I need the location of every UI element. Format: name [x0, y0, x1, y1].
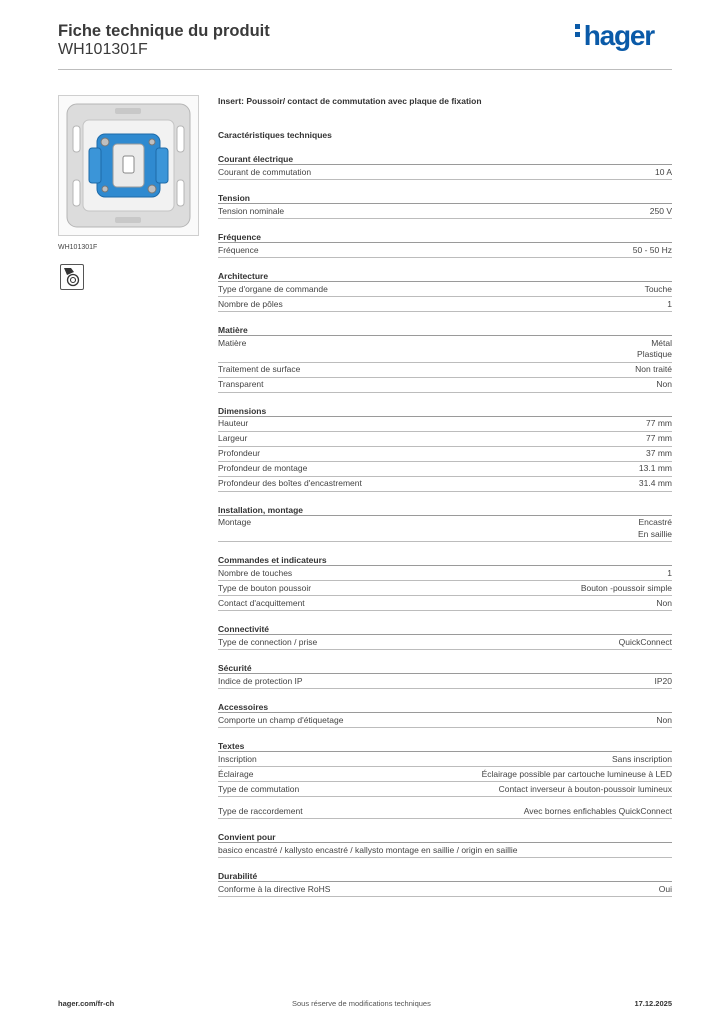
spec-row	[218, 243, 672, 258]
spec-label: Profondeur	[218, 448, 261, 458]
spec-value	[619, 637, 672, 649]
spec-value	[646, 448, 672, 460]
spec-row	[218, 282, 672, 297]
spec-label: Type de commutation	[218, 783, 300, 794]
spec-value	[581, 583, 672, 595]
section-title: Convient pour	[218, 832, 672, 843]
page-title: Fiche technique du produit	[58, 22, 270, 40]
spec-section	[218, 663, 672, 689]
product-description: Insert: Poussoir/ contact de commutation avec plaque de fixation	[218, 96, 482, 106]
spec-section	[218, 741, 672, 819]
spec-section	[218, 624, 672, 650]
section-title: Commandes et indicateurs	[218, 555, 672, 566]
spec-value	[646, 418, 672, 430]
section-title: Fréquence	[218, 232, 672, 243]
spec-row	[218, 843, 672, 858]
spec-value	[655, 167, 672, 179]
product-image	[58, 95, 199, 236]
spec-label: Matière	[218, 337, 247, 348]
spec-label: Transparent	[218, 379, 264, 389]
section-title: Architecture	[218, 271, 672, 282]
spec-label: Nombre de pôles	[218, 298, 283, 309]
tech-specs-title: Caractéristiques techniques	[218, 130, 332, 140]
spec-sections	[218, 154, 672, 897]
footer-date: 17.12.2025	[634, 999, 672, 1008]
spec-value	[645, 284, 672, 296]
footer-disclaimer: Sous réserve de modifications techniques	[292, 999, 431, 1008]
spec-section	[218, 871, 672, 897]
spec-value-line: Avec bornes enfichables QuickConnect	[523, 805, 672, 816]
spec-value-line: 250 V	[649, 205, 672, 216]
spec-value-line: 10 A	[654, 166, 672, 177]
image-caption: WH101301F	[58, 244, 98, 251]
spec-value	[639, 478, 672, 490]
spec-value-line: Non	[656, 379, 672, 389]
spec-row	[218, 462, 672, 477]
spec-value-line: 77 mm	[646, 433, 672, 443]
spec-label: Comporte un champ d'étiquetage	[218, 714, 344, 725]
spec-row	[218, 417, 672, 432]
spec-value-line: Non	[656, 597, 672, 608]
spec-value-line: 31.4 mm	[638, 478, 672, 488]
spec-label: Type de raccordement	[218, 805, 303, 816]
spec-section	[218, 271, 672, 312]
logo-text: hager	[583, 20, 654, 51]
spec-value-line: 1	[667, 567, 672, 578]
page-footer	[58, 999, 672, 1013]
spec-value	[499, 784, 672, 796]
spec-row	[218, 767, 672, 782]
spec-label: Traitement de surface	[218, 364, 301, 374]
spec-label: Contact d'acquittement	[218, 597, 305, 608]
spec-row	[218, 165, 672, 180]
spec-value	[638, 517, 672, 540]
spec-row	[218, 204, 672, 219]
spec-section	[218, 555, 672, 611]
spec-value	[656, 598, 672, 610]
spec-label: Hauteur	[218, 418, 249, 428]
spec-value-line: 77 mm	[646, 418, 672, 428]
spec-row	[218, 432, 672, 447]
spec-label: Profondeur des boîtes d'encastrement	[218, 478, 362, 488]
spec-label: Éclairage	[218, 768, 254, 779]
spec-value-line: Encastré	[638, 517, 672, 527]
spec-row	[218, 336, 672, 363]
spec-value	[612, 754, 672, 766]
spec-value-line: 13.1 mm	[638, 463, 672, 473]
spec-row	[218, 882, 672, 897]
spec-label: Courant de commutation	[218, 166, 312, 177]
section-title: Tension	[218, 193, 672, 204]
spec-value-line: En saillie	[637, 528, 672, 539]
spec-section	[218, 154, 672, 180]
spec-section	[218, 505, 672, 543]
spec-value	[635, 364, 672, 376]
spec-label: Type de connection / prise	[218, 636, 318, 647]
spec-label: Tension nominale	[218, 205, 285, 216]
spec-label: Type d'organe de commande	[218, 283, 328, 294]
section-title: Sécurité	[218, 663, 672, 674]
spec-row	[218, 297, 672, 312]
spec-value	[659, 884, 672, 896]
spec-value-line: Oui	[658, 883, 672, 894]
spec-value-line: Touche	[644, 283, 672, 294]
spec-row	[218, 363, 672, 378]
spec-row	[218, 782, 672, 797]
switch-insert-icon	[59, 96, 198, 235]
spec-label: Conforme à la directive RoHS	[218, 883, 331, 894]
spec-row	[218, 477, 672, 492]
section-title: Accessoires	[218, 702, 672, 713]
spec-content	[218, 95, 672, 897]
spec-value	[656, 715, 672, 727]
spec-row	[218, 447, 672, 462]
spec-label: Inscription	[218, 753, 257, 764]
spec-row	[218, 516, 672, 543]
spec-value	[655, 676, 673, 688]
spec-label: Fréquence	[218, 244, 259, 255]
section-title: Textes	[218, 741, 672, 752]
spec-value	[650, 206, 672, 218]
spec-section	[218, 232, 672, 258]
spec-value-line: QuickConnect	[618, 636, 672, 647]
spec-value-line: Bouton -poussoir simple	[580, 582, 672, 593]
brand-logo	[575, 20, 654, 52]
spec-value-line: Non traité	[635, 364, 672, 374]
section-title: Durabilité	[218, 871, 672, 882]
spec-row	[218, 674, 672, 689]
spec-value-line: Contact inverseur à bouton-poussoir lumineux	[498, 783, 672, 794]
spec-label: Nombre de touches	[218, 567, 293, 578]
spec-value	[646, 433, 672, 445]
section-title: Courant électrique	[218, 154, 672, 165]
pictogram-box	[60, 264, 84, 290]
spec-row	[218, 378, 672, 393]
spec-label: basico encastré / kallysto encastré / kallysto montage en saillie / origin en saillie	[218, 844, 518, 855]
section-title: Connectivité	[218, 624, 672, 635]
spec-value-line: Non	[656, 714, 672, 725]
spec-value	[633, 245, 672, 257]
push-button-pictogram-icon	[61, 265, 83, 289]
spec-section	[218, 702, 672, 728]
page-header	[58, 22, 672, 70]
spec-value-line: Plastique	[637, 349, 672, 359]
logo-dots-icon	[575, 21, 581, 40]
product-reference: WH101301F	[58, 41, 148, 58]
spec-value-line: Éclairage possible par cartouche lumineuse à LED	[481, 768, 672, 779]
spec-section	[218, 406, 672, 492]
spec-label: Type de bouton poussoir	[218, 582, 312, 593]
spec-row	[218, 804, 672, 819]
spec-value	[482, 769, 672, 781]
spec-row	[218, 635, 672, 650]
spec-row	[218, 566, 672, 581]
spec-value-line: 37 mm	[646, 448, 672, 458]
spec-value	[667, 568, 672, 580]
spec-value-line: Métal	[651, 337, 672, 348]
spec-section	[218, 832, 672, 858]
spec-section	[218, 325, 672, 393]
spec-value-line: 1	[667, 298, 672, 309]
spec-row	[218, 713, 672, 728]
spec-value-line: 50 - 50 Hz	[632, 244, 672, 255]
spec-label: Profondeur de montage	[218, 463, 308, 473]
section-title: Matière	[218, 325, 672, 336]
spec-value	[524, 806, 672, 818]
footer-website: hager.com/fr-ch	[58, 999, 115, 1008]
spec-label: Montage	[218, 517, 252, 527]
spec-section	[218, 193, 672, 219]
spec-value-line: Sans inscription	[611, 753, 672, 764]
spec-value	[639, 463, 672, 475]
spec-row	[218, 596, 672, 611]
section-title: Installation, montage	[218, 505, 672, 516]
spec-value	[637, 338, 672, 361]
spec-value	[656, 379, 672, 391]
spec-label: Indice de protection IP	[218, 675, 303, 686]
spec-row	[218, 752, 672, 767]
spec-label: Largeur	[218, 433, 248, 443]
section-title: Dimensions	[218, 406, 672, 417]
spec-value	[667, 299, 672, 311]
spec-value-line: IP20	[654, 675, 672, 686]
spec-row	[218, 581, 672, 596]
